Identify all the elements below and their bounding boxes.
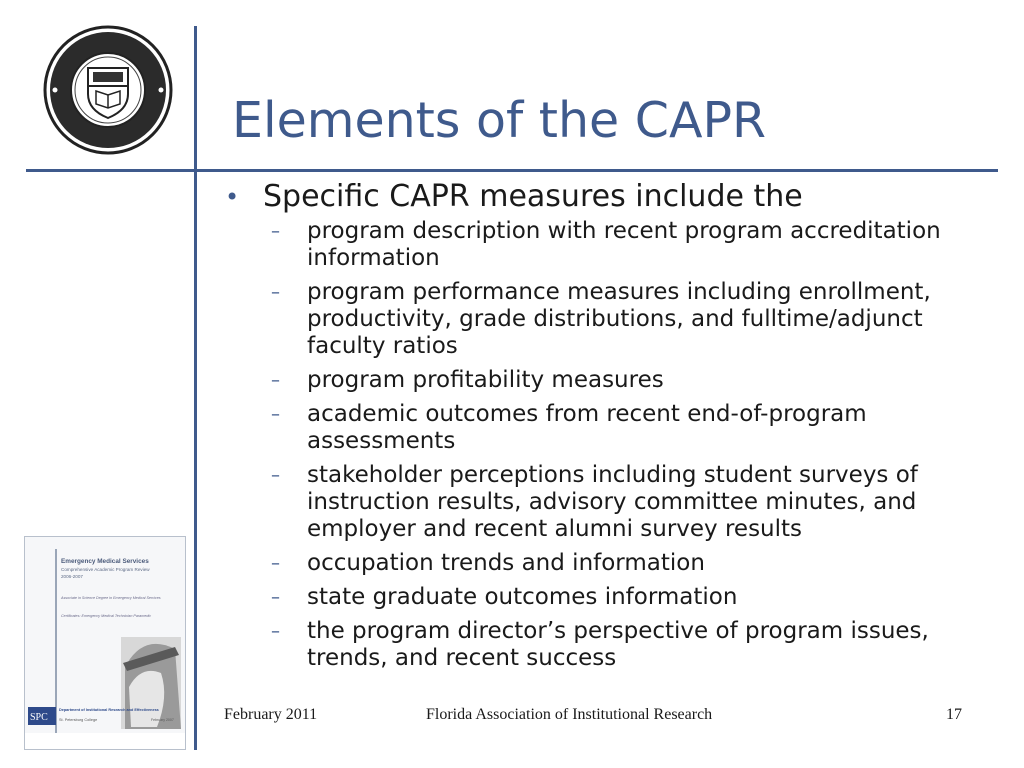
page-number: 17 (946, 706, 962, 723)
cover-date: February 2007 (151, 718, 174, 722)
list-item: – stakeholder perceptions including student surveys of instruction results, advisory committee minutes, and employer and recent alumni survey results (271, 462, 918, 542)
college-seal-logo (33, 24, 183, 156)
cover-degree: Associate in Science Degree in Emergency Medical Services (61, 596, 161, 600)
report-cover-image (25, 537, 185, 749)
cover-certificates: Certificates: Emergency Medical Technician Paramedic (61, 614, 152, 618)
cover-heading: Emergency Medical Services (61, 558, 149, 565)
sub-bullet-list (271, 218, 985, 672)
cover-years: 2006-2007 (61, 574, 83, 579)
cover-department: Department of Institutional Research and Effectiveness (59, 708, 159, 712)
dash-icon: – (271, 221, 280, 242)
bullet-dot-icon: • (225, 183, 240, 211)
slide-content (225, 178, 985, 679)
main-bullet-text: Specific CAPR measures include the (263, 179, 803, 214)
list-item: – program description with recent program accreditation information (271, 218, 941, 271)
list-item: – the program director’s perspective of program issues, trends, and recent success (271, 618, 929, 671)
dash-icon: – (271, 370, 280, 391)
footer-date: February 2011 (224, 706, 318, 723)
dash-icon: – (271, 404, 280, 425)
list-item: – program profitability measures (271, 367, 664, 393)
footer-organization: Florida Association of Institutional Research (426, 706, 713, 723)
horizontal-divider (26, 169, 998, 172)
slide-title: Elements of the CAPR (232, 92, 767, 149)
dash-icon: – (271, 465, 280, 486)
cover-college: St. Petersburg College (59, 718, 98, 722)
dash-icon: – (271, 621, 280, 642)
report-cover-thumbnail (24, 536, 186, 750)
list-item: – state graduate outcomes information (271, 584, 738, 610)
cover-logo-text: SPC (30, 712, 48, 723)
dash-icon: – (271, 587, 280, 608)
main-bullet (225, 178, 985, 216)
list-item: – program performance measures including enrollment, productivity, grade distributions, and fulltime/adjunct faculty ratios (271, 279, 931, 359)
cover-subheading: Comprehensive Academic Program Review (61, 567, 150, 572)
list-item: – academic outcomes from recent end-of-program assessments (271, 401, 867, 454)
list-item: – occupation trends and information (271, 550, 705, 576)
vertical-divider (194, 26, 197, 750)
dash-icon: – (271, 553, 280, 574)
dash-icon: – (271, 282, 280, 303)
